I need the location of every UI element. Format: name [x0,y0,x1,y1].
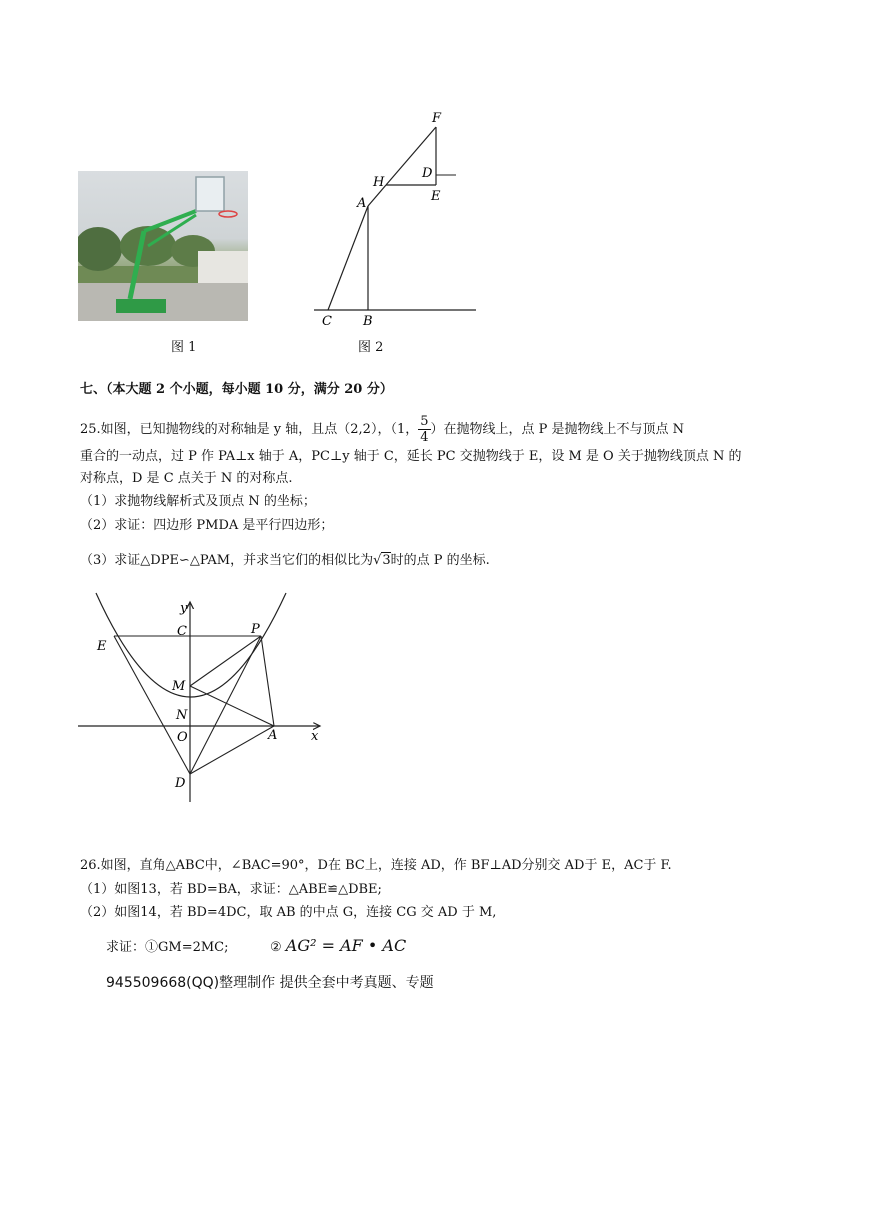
label-d: D [175,776,186,791]
label-h: H [373,175,385,190]
q25-line1 [80,414,684,445]
label-c: C [177,624,187,639]
q25-parabola-graph [78,588,328,804]
label-b: B [363,314,373,329]
line-mp [190,636,261,686]
q25-part3-b: 时的点 P 的坐标. [390,553,490,568]
label-e: E [431,189,441,204]
q25-line2: 重合的一动点，过 P 作 PA⊥x 轴于 A，PC⊥y 轴于 C，延长 PC 交抛物线于 E，设 M 是 O 关于抛物线顶点 N 的 [80,449,742,464]
q26-proof-a: 求证：①GM=2MC; [106,940,229,955]
label-p: P [251,622,260,637]
basketball-stand-photo [78,171,248,321]
segment-ca [328,206,368,310]
line-pa [261,636,274,726]
footer-note: 945509668(QQ)整理制作 提供全套中考真题、专题 [106,975,434,991]
proof-b-formula: AG² = AF • AC [285,936,407,955]
label-e: E [97,639,107,654]
q25-part2: （2）求证：四边形 PMDA 是平行四边形； [80,518,334,533]
label-f: F [432,111,442,126]
fraction-numerator: 5 [420,414,429,429]
figure2-diagram [300,110,490,332]
proof-b-prefix: ② [270,940,282,955]
basketball-stand-illustration [78,171,248,321]
q25-line1-b: ）在抛物线上，点 P 是抛物线上不与顶点 N [430,422,685,437]
label-a: A [268,728,278,743]
label-c: C [322,314,332,329]
label-a: A [357,196,367,211]
label-o: O [177,730,188,745]
section-heading: 七、（本大题 2 个小题，每小题 10 分，满分 20 分） [80,382,393,397]
q26-part1: （1）如图13，若 BD=BA，求证：△ABE≌△DBE; [80,882,382,897]
q25-part3-a: （3）求证△DPE∽△PAM，并求当它们的相似比为 [80,553,374,568]
fraction-denominator: 4 [420,430,429,445]
label-n: N [176,708,188,723]
q25-line1-a: 25.如图，已知抛物线的对称轴是 y 轴，且点（2,2），（1， [80,422,419,437]
sqrt-3: √3 [373,553,391,568]
label-x: x [311,729,319,744]
parabola-curve [96,593,286,697]
figure2-caption: 图 2 [358,340,384,355]
q26-part2: （2）如图14，若 BD=4DC，取 AB 的中点 G，连接 CG 交 AD 于 M, [80,905,497,920]
label-m: M [172,679,186,694]
fraction-5-4 [418,414,430,445]
figure1-caption: 图 1 [171,340,197,355]
q25-line3: 对称点，D 是 C 点关于 N 的对称点. [80,471,293,486]
sqrt-radicand: 3 [382,553,391,568]
q25-part1: （1）求抛物线解析式及顶点 N 的坐标； [80,494,316,509]
line-ed [114,636,190,774]
q26-line1: 26.如图，直角△ABC中，∠BAC=90°，D在 BC上，连接 AD，作 BF⊥AD分别交 AD于 E，AC于 F. [80,858,672,873]
label-d: D [422,166,433,181]
label-y: y [180,601,188,616]
q25-part3 [80,552,490,570]
q26-proof-b [270,937,406,957]
